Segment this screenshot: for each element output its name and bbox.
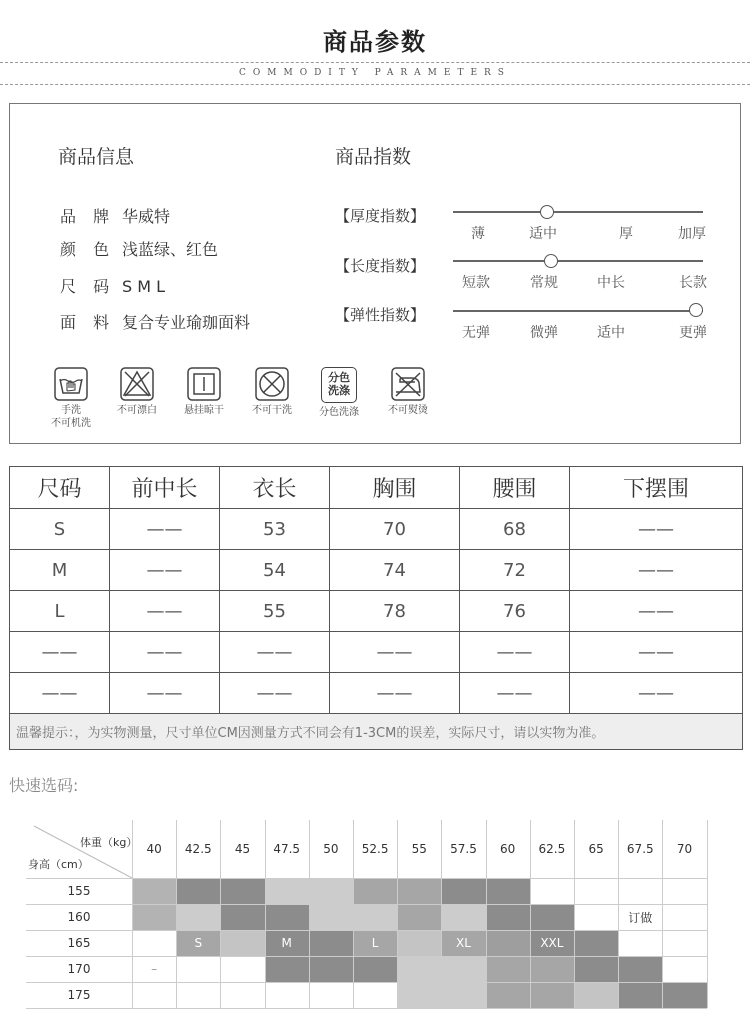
info-key: 颜 色 — [60, 240, 116, 259]
table-row — [10, 632, 743, 673]
elasticity-scale-line — [453, 310, 703, 312]
grid-line — [574, 820, 575, 1008]
size-cell — [486, 904, 531, 930]
weight-axis-label: 体重（kg） — [80, 836, 138, 849]
length-index-label: 【长度指数】 — [335, 257, 426, 275]
care-item-no-bleach — [111, 367, 163, 417]
weight-header: 57.5 — [450, 842, 477, 856]
size-cell — [220, 878, 265, 904]
grid-line — [309, 820, 310, 1008]
table-cell: —— — [220, 673, 330, 714]
care-label: 不可漂白 — [117, 405, 157, 416]
size-cell — [353, 904, 398, 930]
size-cell — [353, 982, 398, 1008]
size-cell — [309, 930, 354, 956]
length-scale-line — [453, 260, 703, 262]
grid-line — [220, 820, 221, 1008]
thickness-scale-line — [453, 211, 703, 213]
size-cell — [441, 878, 486, 904]
size-cell — [309, 878, 354, 904]
table-cell: 53 — [220, 509, 330, 550]
table-cell: S — [10, 509, 110, 550]
measurement-tip: 温馨提示：，为实物测量，尺寸单位CM因测量方式不同会有1-3CM的误差，实际尺寸，请以实物为准。 — [10, 714, 743, 750]
info-value: S M L — [122, 277, 166, 296]
table-cell: 55 — [220, 591, 330, 632]
size-cell — [486, 878, 531, 904]
table-cell: —— — [110, 591, 220, 632]
thickness-indicator-knob — [540, 205, 554, 219]
size-cell — [574, 982, 619, 1008]
size-cell — [486, 956, 531, 982]
care-item-separate-wash — [312, 367, 366, 419]
table-cell: —— — [110, 632, 220, 673]
size-cell — [176, 982, 221, 1008]
table-cell: —— — [330, 673, 460, 714]
size-cell — [220, 930, 265, 956]
table-cell: —— — [570, 632, 743, 673]
size-cell-label: – — [151, 962, 158, 976]
scale-tick-label: 长款 — [679, 275, 707, 291]
weight-header: 67.5 — [626, 842, 654, 856]
page-subtitle: COMMODITY PARAMETERS — [239, 68, 511, 78]
scale-tick-label: 短款 — [462, 275, 490, 291]
size-cell — [662, 904, 707, 930]
product-index-title: 商品指数 — [335, 146, 412, 168]
no-iron-icon — [391, 367, 425, 401]
size-cell — [132, 930, 177, 956]
height-label: 165 — [67, 936, 91, 950]
no-dry-clean-icon — [255, 367, 289, 401]
size-cell — [309, 982, 354, 1008]
table-cell: —— — [570, 591, 743, 632]
height-label: 155 — [67, 884, 91, 898]
weight-header: 45 — [234, 842, 251, 856]
size-cell — [441, 982, 486, 1008]
size-cell — [662, 878, 707, 904]
size-cell-label: 订做 — [628, 910, 653, 925]
table-cell: 78 — [330, 591, 460, 632]
product-info-title: 商品信息 — [58, 146, 135, 168]
size-cell-label: XXL — [540, 936, 564, 950]
table-cell: 72 — [460, 550, 570, 591]
size-cell-label: S — [194, 936, 203, 950]
size-cell — [618, 982, 663, 1008]
size-cell — [618, 956, 663, 982]
size-cell — [574, 904, 619, 930]
size-table — [9, 466, 743, 750]
size-cell — [530, 982, 575, 1008]
scale-tick-label: 无弹 — [462, 325, 490, 341]
weight-header: 47.5 — [273, 842, 301, 856]
care-label: 不可机洗 — [51, 418, 91, 429]
separate-wash-icon — [321, 367, 357, 403]
care-item-no-dry-clean — [246, 367, 298, 417]
size-cell — [574, 930, 619, 956]
care-label: 悬挂晾干 — [184, 405, 224, 416]
size-cell — [397, 904, 442, 930]
grid-line — [26, 982, 707, 983]
table-cell: —— — [570, 550, 743, 591]
care-label: 手洗 — [61, 405, 81, 416]
scale-tick-label: 薄 — [471, 226, 485, 242]
size-cell — [265, 878, 310, 904]
size-cell — [662, 930, 707, 956]
scale-tick-label: 微弹 — [530, 325, 558, 341]
size-cell — [309, 956, 354, 982]
care-item-hand-wash — [46, 367, 96, 430]
grid-line — [26, 956, 707, 957]
column-header: 下摆围 — [570, 467, 743, 509]
grid-line — [26, 1008, 707, 1009]
table-row — [10, 673, 743, 714]
grid-line — [265, 820, 266, 1008]
info-value: 浅蓝绿、红色 — [122, 240, 219, 259]
column-header: 腰围 — [460, 467, 570, 509]
table-header-row — [10, 467, 743, 509]
scale-tick-label: 厚 — [619, 226, 633, 242]
scale-tick-label: 加厚 — [678, 226, 706, 242]
size-cell — [176, 904, 221, 930]
table-cell: 68 — [460, 509, 570, 550]
info-row-brand — [60, 204, 170, 227]
icon-text: 分色 — [328, 371, 350, 384]
table-cell: —— — [110, 550, 220, 591]
grid-line — [707, 820, 708, 1008]
size-cell — [486, 982, 531, 1008]
scale-tick-label: 中长 — [597, 275, 625, 291]
size-cell-label: XL — [456, 936, 471, 950]
column-header: 尺码 — [10, 467, 110, 509]
table-cell: —— — [570, 673, 743, 714]
info-key: 面 料 — [60, 313, 116, 332]
weight-header: 42.5 — [184, 842, 212, 856]
hand-wash-icon — [54, 367, 88, 401]
size-cell — [618, 930, 663, 956]
table-cell: —— — [460, 673, 570, 714]
elasticity-index-label: 【弹性指数】 — [335, 306, 426, 324]
grid-line — [662, 820, 663, 1008]
size-cell-label: L — [371, 936, 379, 950]
info-row-size — [60, 274, 165, 297]
weight-header: 62.5 — [538, 842, 566, 856]
size-cell — [220, 982, 265, 1008]
table-cell: —— — [220, 632, 330, 673]
size-cell — [176, 878, 221, 904]
grid-line — [486, 820, 487, 1008]
table-cell: —— — [570, 509, 743, 550]
size-cell — [530, 878, 575, 904]
table-cell: 76 — [460, 591, 570, 632]
care-label: 分色洗涤 — [319, 407, 359, 418]
weight-header: 55 — [411, 842, 427, 856]
info-value: 华威特 — [122, 207, 171, 226]
table-cell: —— — [10, 673, 110, 714]
table-cell: 70 — [330, 509, 460, 550]
grid-line — [26, 904, 707, 905]
size-cell — [441, 956, 486, 982]
info-key: 品 牌 — [60, 207, 116, 226]
grid-line — [397, 820, 398, 1008]
elasticity-indicator-knob — [689, 303, 703, 317]
grid-line — [26, 878, 707, 879]
size-cell — [574, 956, 619, 982]
table-cell: —— — [330, 632, 460, 673]
table-cell: 54 — [220, 550, 330, 591]
size-cell-label: M — [281, 936, 292, 950]
size-cell — [220, 956, 265, 982]
page-title: 商品参数 — [323, 28, 427, 56]
height-axis-label: 身高（cm） — [28, 858, 89, 871]
size-cell — [265, 904, 310, 930]
size-cell — [176, 956, 221, 982]
grid-line — [530, 820, 531, 1008]
size-cell — [265, 956, 310, 982]
care-label: 不可熨烫 — [388, 405, 428, 416]
size-cell — [574, 878, 619, 904]
size-cell — [353, 878, 398, 904]
size-cell — [353, 956, 398, 982]
height-label: 170 — [67, 962, 91, 976]
size-cell — [441, 904, 486, 930]
column-header: 胸围 — [330, 467, 460, 509]
size-cell — [397, 930, 442, 956]
header-divider-bottom — [0, 84, 750, 85]
height-label: 175 — [67, 988, 91, 1002]
grid-line — [441, 820, 442, 1008]
header-divider-top — [0, 62, 750, 63]
info-value: 复合专业瑜珈面料 — [122, 313, 251, 332]
size-cell — [309, 904, 354, 930]
info-row-fabric — [60, 310, 250, 333]
size-cell — [132, 904, 177, 930]
table-cell: —— — [460, 632, 570, 673]
size-cell — [530, 956, 575, 982]
size-cell — [662, 956, 707, 982]
table-cell: L — [10, 591, 110, 632]
size-cell — [530, 904, 575, 930]
table-cell: —— — [110, 673, 220, 714]
care-item-hang-dry — [178, 367, 230, 417]
info-key: 尺 码 — [60, 277, 116, 296]
size-cell — [618, 878, 663, 904]
grid-line — [353, 820, 354, 1008]
size-cell — [397, 956, 442, 982]
weight-header: 65 — [588, 842, 604, 856]
table-row — [10, 509, 743, 550]
weight-header: 60 — [500, 842, 516, 856]
parameters-panel — [9, 103, 741, 444]
scale-tick-label: 适中 — [597, 325, 625, 341]
icon-text: 洗涤 — [328, 384, 350, 397]
height-label: 160 — [67, 910, 91, 924]
weight-header: 50 — [323, 842, 339, 856]
info-row-color — [60, 237, 218, 260]
grid-line — [176, 820, 177, 1008]
weight-header: 40 — [146, 842, 162, 856]
weight-header: 52.5 — [361, 842, 389, 856]
size-cell — [397, 982, 442, 1008]
size-cell — [662, 982, 707, 1008]
hang-dry-icon — [187, 367, 221, 401]
size-cell — [132, 878, 177, 904]
size-cell — [397, 878, 442, 904]
table-cell: —— — [110, 509, 220, 550]
scale-tick-label: 更弹 — [679, 325, 707, 341]
weight-header: 70 — [676, 842, 693, 856]
size-cell — [220, 904, 265, 930]
table-row — [10, 550, 743, 591]
size-cell — [132, 982, 177, 1008]
table-row — [10, 591, 743, 632]
thickness-index-label: 【厚度指数】 — [335, 207, 426, 225]
no-bleach-icon — [120, 367, 154, 401]
care-label: 不可干洗 — [252, 405, 292, 416]
table-cell: —— — [10, 632, 110, 673]
table-tip-row — [10, 714, 743, 750]
column-header: 衣长 — [220, 467, 330, 509]
table-cell: 74 — [330, 550, 460, 591]
size-cell — [486, 930, 531, 956]
scale-tick-label: 常规 — [530, 275, 558, 291]
size-cell — [265, 982, 310, 1008]
scale-tick-label: 适中 — [529, 226, 557, 242]
length-indicator-knob — [544, 254, 558, 268]
care-item-no-iron — [382, 367, 434, 417]
table-cell: M — [10, 550, 110, 591]
column-header: 前中长 — [110, 467, 220, 509]
quick-select-title: 快速选码: — [9, 776, 79, 795]
